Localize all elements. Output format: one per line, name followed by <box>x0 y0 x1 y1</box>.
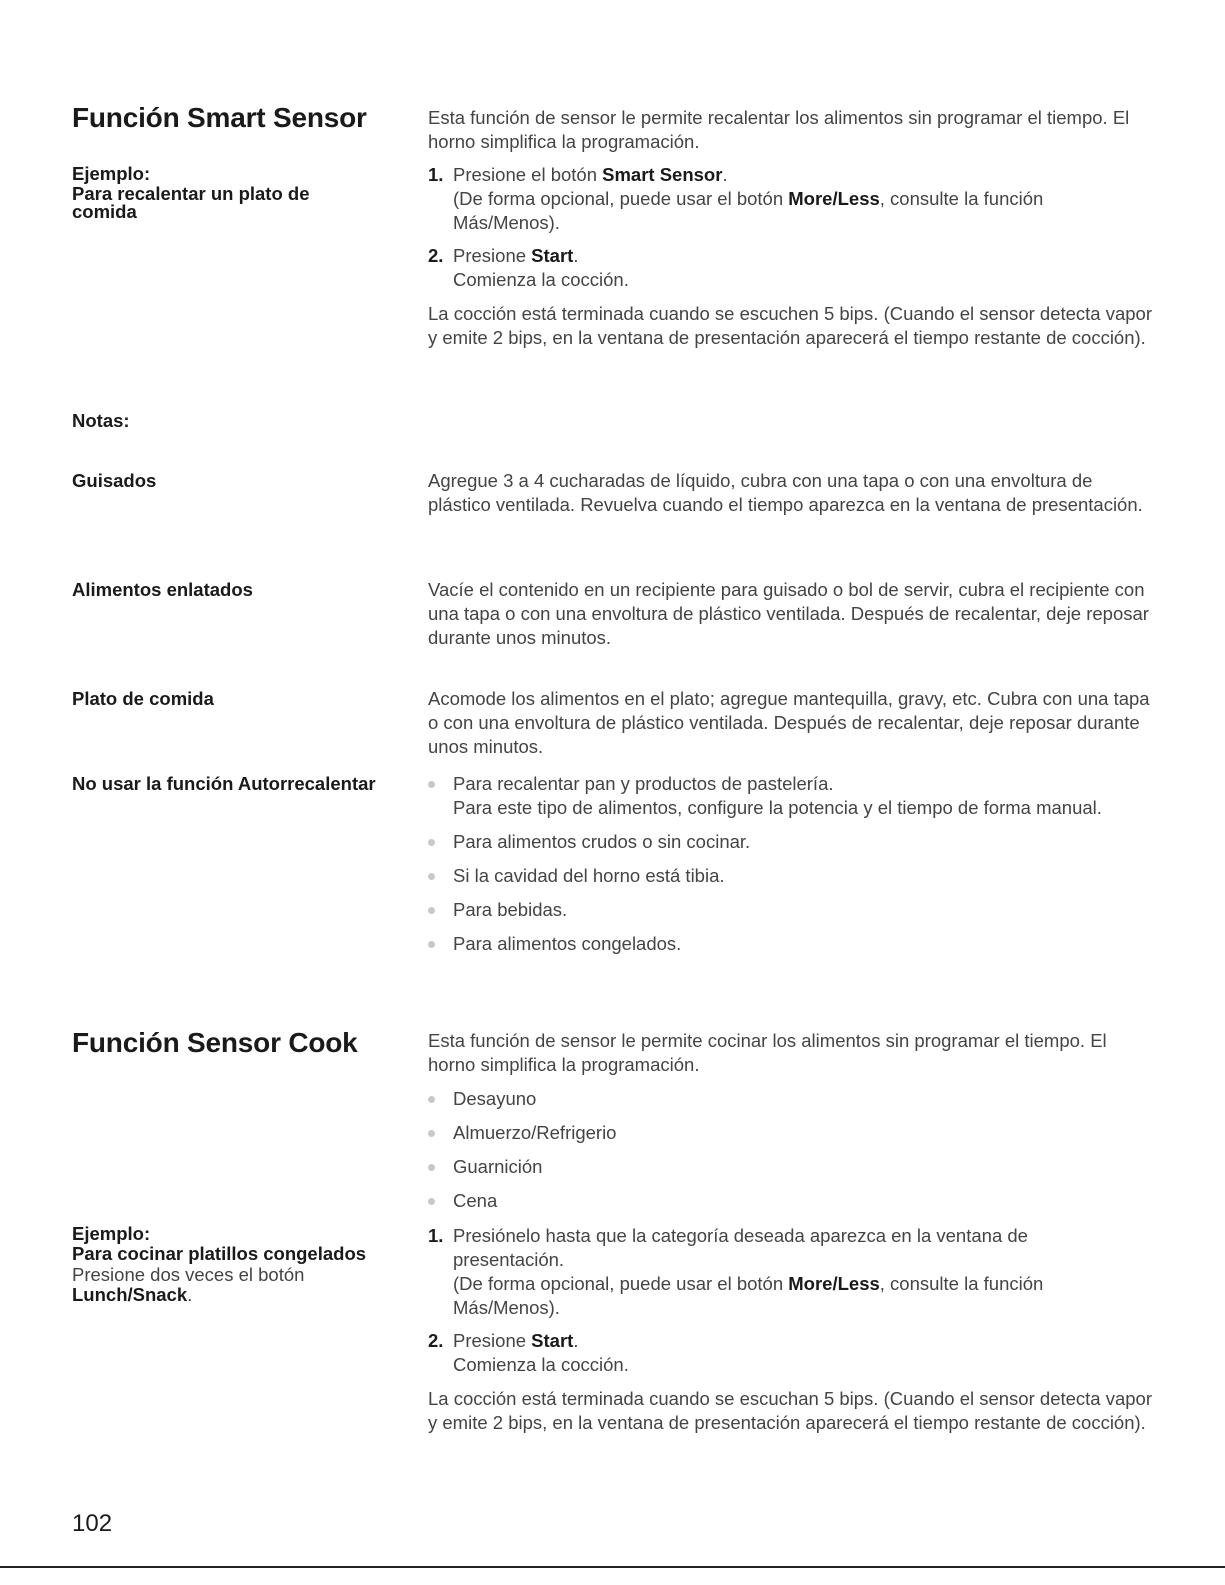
step-detail: Comienza la cocción. <box>453 1354 629 1375</box>
example-button-line <box>72 1286 402 1304</box>
category-text: Almuerzo/Refrigerio <box>453 1122 617 1143</box>
page-number: 102 <box>72 1510 113 1537</box>
no-use-item-text: Para alimentos congelados. <box>453 933 682 954</box>
no-use-label: No usar la función Autorrecalentar <box>72 773 376 794</box>
no-use-item-text: Para recalentar pan y productos de pastelería. <box>453 773 834 794</box>
note-label-plato-de-comida: Plato de comida <box>72 688 214 709</box>
note-text-alimentos-enlatados: Vacíe el contenido en un recipiente para guisado o bol de servir, cubra el recipiente con una tapa o con una envoltura de plástico ventilada. Después de recalentar, deje reposar durante unos minutos. <box>428 579 1149 648</box>
no-use-item <box>428 830 1148 854</box>
more-less-button-name: More/Less <box>788 1273 880 1294</box>
no-use-item-detail: Para este tipo de alimentos, configure la potencia y el tiempo de forma manual. <box>453 797 1102 818</box>
bullet-icon <box>428 1096 435 1103</box>
sensor-cook-step-1 <box>428 1224 1128 1320</box>
step-text-end: . <box>573 1330 579 1351</box>
step-number: 1. <box>428 164 444 185</box>
bullet-icon <box>428 941 435 948</box>
step-detail: (De forma opcional, puede usar el botón <box>453 1273 789 1294</box>
bullet-icon <box>428 839 435 846</box>
step-text: Presione el botón <box>453 164 603 185</box>
no-use-item <box>428 898 1148 922</box>
example-instruction: Presione dos veces el botón <box>72 1264 305 1285</box>
bullet-icon <box>428 1130 435 1137</box>
step-text-end: . <box>573 245 579 266</box>
lunch-snack-button-name: Lunch/Snack <box>72 1284 188 1305</box>
category-item <box>428 1121 1148 1145</box>
example-text: Para recalentar un plato de comida <box>72 183 310 222</box>
step-detail: Comienza la cocción. <box>453 269 629 290</box>
page-bottom-rule <box>0 1566 1225 1568</box>
sensor-cook-intro: Esta función de sensor le permite cocinar los alimentos sin programar el tiempo. El horno simplifica la programación. <box>428 1030 1107 1075</box>
sensor-cook-closing: La cocción está terminada cuando se escuchan 5 bips. (Cuando el sensor detecta vapor y emite 2 bips, en la ventana de presentación aparecerá el tiempo restante de cocción). <box>428 1388 1153 1433</box>
step-text-end: . <box>722 164 728 185</box>
section-title-smart-sensor: Función Smart Sensor <box>72 102 367 133</box>
no-use-item <box>428 772 1148 820</box>
bullet-icon <box>428 781 435 788</box>
note-label-guisados: Guisados <box>72 470 157 491</box>
category-text: Guarnición <box>453 1156 543 1177</box>
example-button-suffix: . <box>187 1284 193 1305</box>
no-use-item-text: Para alimentos crudos o sin cocinar. <box>453 831 751 852</box>
category-text: Desayuno <box>453 1088 537 1109</box>
more-less-button-name: More/Less <box>788 188 880 209</box>
bullet-icon <box>428 873 435 880</box>
example-text: Para cocinar platillos congelados <box>72 1243 367 1264</box>
example-label: Ejemplo: <box>72 1223 151 1244</box>
step-text: Presione <box>453 245 532 266</box>
no-use-item <box>428 864 1148 888</box>
step-detail: (De forma opcional, puede usar el botón <box>453 188 789 209</box>
smart-sensor-step-1 <box>428 163 1128 235</box>
step-number: 2. <box>428 1330 444 1351</box>
step-detail-end: , consulte la función Más/Menos). <box>453 1273 1044 1318</box>
step-text: Presiónelo hasta que la categoría deseada aparezca en la ventana de presentación. <box>453 1225 1028 1270</box>
no-use-item-text: Si la cavidad del horno está tibia. <box>453 865 725 886</box>
bullet-icon <box>428 1198 435 1205</box>
smart-sensor-intro: Esta función de sensor le permite recalentar los alimentos sin programar el tiempo. El horno simplifica la programación. <box>428 107 1130 152</box>
category-item <box>428 1189 1148 1213</box>
section-title-sensor-cook: Función Sensor Cook <box>72 1027 358 1058</box>
smart-sensor-closing: La cocción está terminada cuando se escuchen 5 bips. (Cuando el sensor detecta vapor y emite 2 bips, en la ventana de presentación aparecerá el tiempo restante de cocción). <box>428 303 1153 348</box>
example-label: Ejemplo: <box>72 163 151 184</box>
step-number: 2. <box>428 245 444 266</box>
smart-sensor-button-name: Smart Sensor <box>602 164 723 185</box>
note-text-guisados: Agregue 3 a 4 cucharadas de líquido, cubra con una tapa o con una envoltura de plástico ventilada. Revuelva cuando el tiempo aparezca en la ventana de presentación. <box>428 470 1143 515</box>
notes-label: Notas: <box>72 410 130 431</box>
category-item <box>428 1087 1148 1111</box>
category-text: Cena <box>453 1190 498 1211</box>
note-text-plato-de-comida: Acomode los alimentos en el plato; agregue mantequilla, gravy, etc. Cubra con una tapa o con una envoltura de plástico ventilada. Después de recalentar, deje reposar durante unos minutos. <box>428 688 1150 757</box>
bullet-icon <box>428 1164 435 1171</box>
sensor-cook-step-2 <box>428 1329 1128 1377</box>
step-number: 1. <box>428 1225 444 1246</box>
step-detail-end: , consulte la función Más/Menos). <box>453 188 1044 233</box>
no-use-item <box>428 932 1148 956</box>
start-button-name: Start <box>531 1330 574 1351</box>
bullet-icon <box>428 907 435 914</box>
category-item <box>428 1155 1148 1179</box>
no-use-item-text: Para bebidas. <box>453 899 568 920</box>
smart-sensor-step-2 <box>428 244 1128 292</box>
step-text: Presione <box>453 1330 532 1351</box>
note-label-alimentos-enlatados: Alimentos enlatados <box>72 579 253 600</box>
start-button-name: Start <box>531 245 574 266</box>
